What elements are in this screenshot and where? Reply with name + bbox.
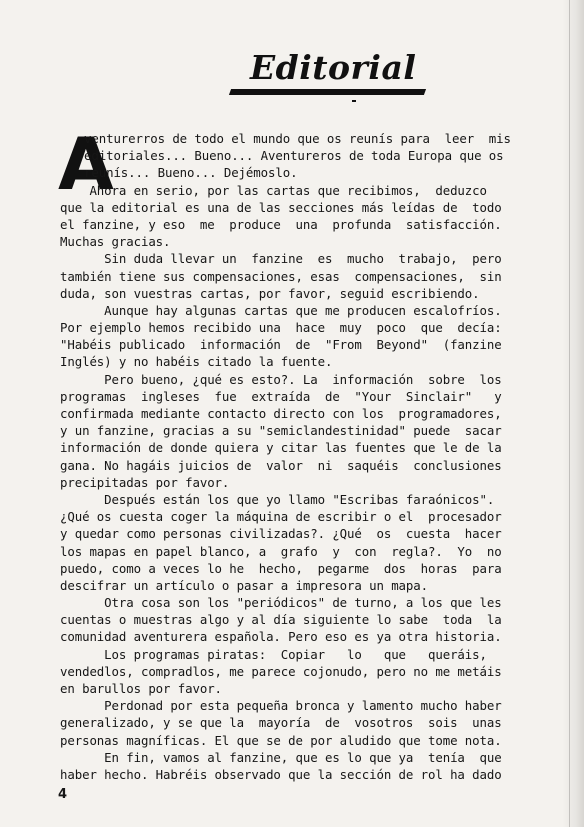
text-line: gana. No hagáis juicios de valor ni saquéis conclusiones — [60, 457, 502, 473]
text-line: cuentas o muestras algo y al día siguiente lo sabe toda la — [60, 612, 502, 628]
text-line: haber hecho. Habréis observado que la sección de rol ha dado — [60, 766, 502, 782]
text-line: y un fanzine, gracias a su "semiclandestinidad" puede sacar — [60, 423, 502, 439]
text-line: confirmada mediante contacto directo con los programadores, — [60, 406, 502, 421]
text-line: editoriales... Bueno... Aventureros de toda Europa que os — [84, 148, 504, 164]
text-line: Los programas piratas: Copiar lo que queráis, — [60, 646, 487, 662]
text-line: Otra cosa son los "periódicos" de turno, a los que les — [60, 595, 502, 611]
text-line: Sin duda llevar un fanzine es mucho trabajo, pero — [60, 251, 502, 267]
text-line: precipitadas por favor. — [60, 474, 230, 490]
page-number: 4 — [58, 787, 68, 802]
text-line: comunidad aventurera española. Pero eso es ya otra historia. — [60, 629, 502, 645]
text-line: Aunque hay algunas cartas que me producen escalofríos. — [60, 302, 502, 318]
text-line: también tiene sus compensaciones, esas compensaciones, sin — [60, 268, 502, 284]
text-line: venturerros de todo el mundo que os reunís para leer mis — [84, 131, 511, 146]
text-line: Ahora en serio, por las cartas que recibimos, deduzco — [60, 182, 487, 198]
text-line: "Habéis publicado información de "From Beyond" (fanzine — [60, 337, 502, 353]
text-line: información de donde quiera y citar las fuentes que le de la — [60, 440, 502, 456]
text-line: Pero bueno, ¿qué es esto?. La información sobre los — [60, 371, 502, 387]
text-line: duda, son vuestras cartas, por favor, seguid escribiendo. — [60, 285, 480, 301]
title-dot — [352, 100, 356, 102]
text-line: Inglés) y no habéis citado la fuente. — [60, 354, 333, 370]
text-line: generalizado, y se que la mayoría de vosotros sois unas — [60, 715, 502, 731]
text-line: el fanzine, y eso me produce una profunda satisfacción. — [60, 216, 502, 232]
text-line: en barullos por favor. — [60, 681, 222, 696]
text-line: ¿Qué os cuesta coger la máquina de escribir o el procesador — [60, 509, 502, 525]
text-line: y quedar como personas civilizadas?. ¿Qué os cuesta hacer — [60, 526, 502, 542]
page-edge-line — [569, 0, 570, 827]
text-line: Muchas gracias. — [60, 234, 171, 250]
text-line: Por ejemplo hemos recibido una hace muy poco que decía: — [60, 320, 502, 336]
text-line: Después están los que yo llamo "Escribas faraónicos". — [60, 491, 495, 507]
text-line: programas ingleses fue extraída de "Your Sinclair" y — [60, 388, 502, 404]
text-line: descifrar un artículo o pasar a impresora un mapa. — [60, 577, 428, 593]
text-line: Perdonad por esta pequeña bronca y lamento mucho haber — [60, 698, 502, 714]
text-line: personas magníficas. El que se de por aludido que tome nota. — [60, 732, 502, 748]
page-title: Editorial — [250, 48, 417, 87]
drop-cap: A — [58, 122, 114, 206]
text-line: En fin, vamos al fanzine, que es lo que ya tenía que — [60, 749, 502, 765]
editorial-body — [58, 122, 558, 783]
title-block — [230, 44, 430, 104]
text-line: los mapas en papel blanco, a grafo y con regla?. Yo no — [60, 543, 502, 559]
title-underline — [229, 89, 426, 95]
text-line: reunís... Bueno... Dejémoslo. — [84, 165, 298, 181]
text-line: que la editorial es una de las secciones más leídas de todo — [60, 199, 502, 215]
text-line: vendedlos, compradlos, me parece cojonudo, pero no me metáis — [60, 663, 502, 679]
page-edge-shadow — [562, 0, 584, 827]
text-line: puedo, como a veces lo he hecho, pegarme dos horas para — [60, 560, 502, 576]
